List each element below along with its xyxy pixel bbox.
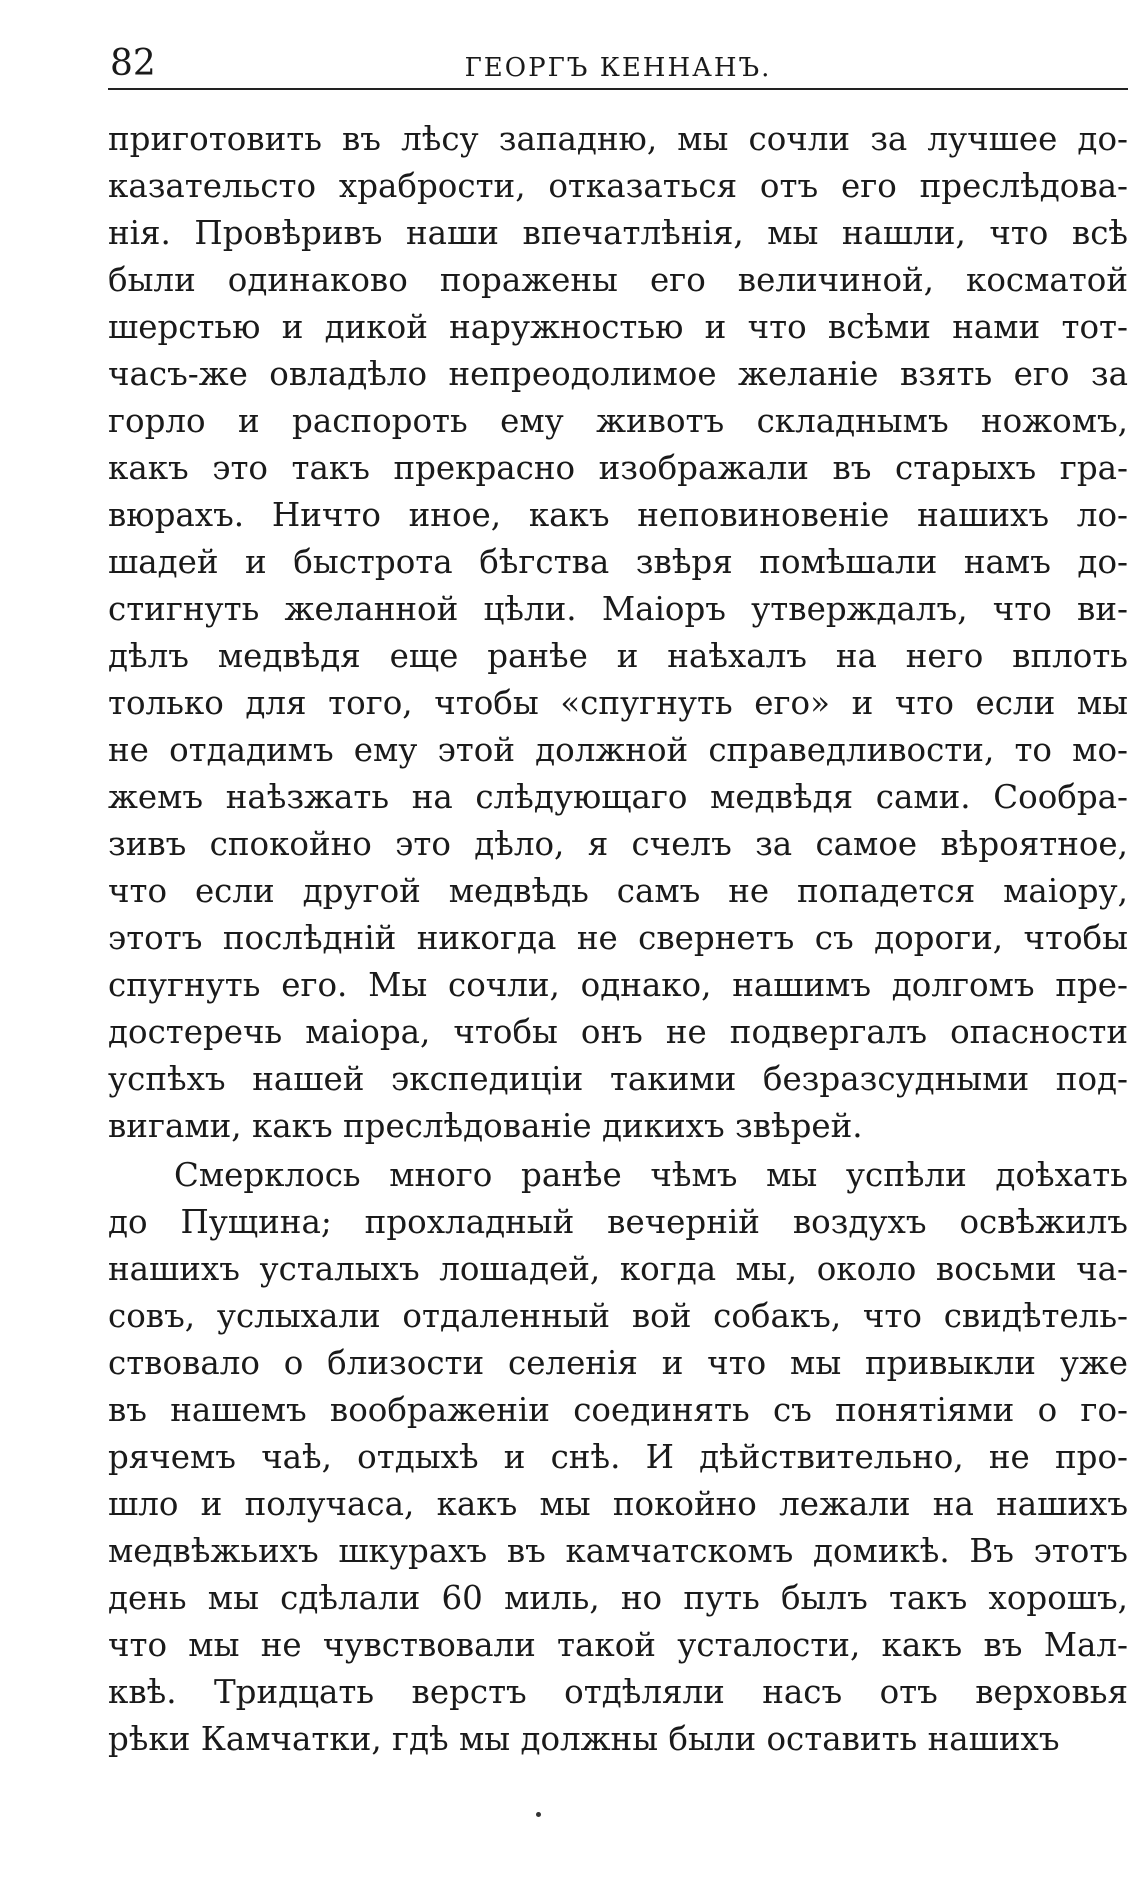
text-line: шадей и быстрота бѣгства звѣря помѣшали намъ до-: [108, 543, 1128, 581]
text-line: горло и распороть ему животъ складнымъ ножомъ,: [108, 402, 1128, 440]
printer-mark: [536, 1812, 541, 1817]
text-line: шерстью и дикой наружностью и что всѣми нами тот-: [108, 308, 1128, 346]
text-line: дѣлъ медвѣдя еще ранѣе и наѣхалъ на него вплоть: [108, 637, 1128, 675]
text-line: стигнуть желанной цѣли. Маіоръ утверждалъ, что ви-: [108, 590, 1128, 628]
paragraph: [108, 1152, 1128, 1763]
text-line: казательсто храбрости, отказаться отъ его преслѣдова-: [108, 167, 1128, 205]
book-page: [108, 40, 1128, 1763]
text-line: вигами, какъ преслѣдованіе дикихъ звѣрей.: [108, 1107, 863, 1145]
text-line: медвѣжьихъ шкурахъ въ камчатскомъ домикѣ. Въ этотъ: [108, 1532, 1128, 1570]
text-line: вюрахъ. Ничто иное, какъ неповиновеніе нашихъ ло-: [108, 496, 1128, 534]
text-line: спугнуть его. Мы сочли, однако, нашимъ долгомъ пре-: [108, 966, 1128, 1004]
text-line: этотъ послѣдній никогда не свернетъ съ дороги, чтобы: [108, 919, 1128, 957]
text-line: только для того, чтобы «спугнуть его» и что если мы: [108, 684, 1128, 722]
text-line: ствовало о близости селенія и что мы привыкли уже: [108, 1344, 1128, 1382]
text-line: рѣки Камчатки, гдѣ мы должны были оставить нашихъ: [108, 1720, 1060, 1758]
text-line: нашихъ усталыхъ лошадей, когда мы, около восьми ча-: [108, 1250, 1128, 1288]
text-line: совъ, услыхали отдаленный вой собакъ, что свидѣтель-: [108, 1297, 1128, 1335]
page-number: 82: [110, 43, 156, 84]
text-line: зивъ спокойно это дѣло, я счелъ за самое вѣроятное,: [108, 825, 1128, 863]
text-line: были одинаково поражены его величиной, косматой: [108, 261, 1128, 299]
running-title: ГЕОРГЪ КЕННАНЪ.: [464, 53, 772, 83]
text-line: день мы сдѣлали 60 миль, но путь былъ такъ хорошъ,: [108, 1579, 1128, 1617]
text-line: что если другой медвѣдь самъ не попадется маіору,: [108, 872, 1128, 910]
text-line: рячемъ чаѣ, отдыхѣ и снѣ. И дѣйствительно, не про-: [108, 1438, 1128, 1476]
text-line: въ нашемъ воображеніи соединять съ понятіями о го-: [108, 1391, 1128, 1429]
text-line: квѣ. Тридцать верстъ отдѣляли насъ отъ верховья: [108, 1673, 1128, 1711]
text-line: успѣхъ нашей экспедиціи такими безразсудными под-: [108, 1060, 1128, 1098]
body-text: [108, 116, 1128, 1763]
text-line: что мы не чувствовали такой усталости, какъ въ Мал-: [108, 1626, 1128, 1664]
text-line: жемъ наѣзжать на слѣдующаго медвѣдя сами. Сообра-: [108, 778, 1128, 816]
text-line: какъ это такъ прекрасно изображали въ старыхъ гра-: [108, 449, 1128, 487]
text-line: нія. Провѣривъ наши впечатлѣнія, мы нашли, что всѣ: [108, 214, 1128, 252]
text-line: приготовить въ лѣсу западню, мы сочли за лучшее до-: [108, 120, 1128, 158]
text-line: до Пущина; прохладный вечерній воздухъ освѣжилъ: [108, 1203, 1128, 1241]
text-line: не отдадимъ ему этой должной справедливости, то мо-: [108, 731, 1128, 769]
paragraph: [108, 116, 1128, 1150]
running-head: [108, 40, 1128, 90]
text-line: шло и получаса, какъ мы покойно лежали на нашихъ: [108, 1485, 1128, 1523]
text-line: часъ-же овладѣло непреодолимое желаніе взять его за: [108, 355, 1128, 393]
text-line: Смерклось много ранѣе чѣмъ мы успѣли доѣхать: [174, 1156, 1128, 1194]
text-line: достеречь маіора, чтобы онъ не подвергалъ опасности: [108, 1013, 1128, 1051]
